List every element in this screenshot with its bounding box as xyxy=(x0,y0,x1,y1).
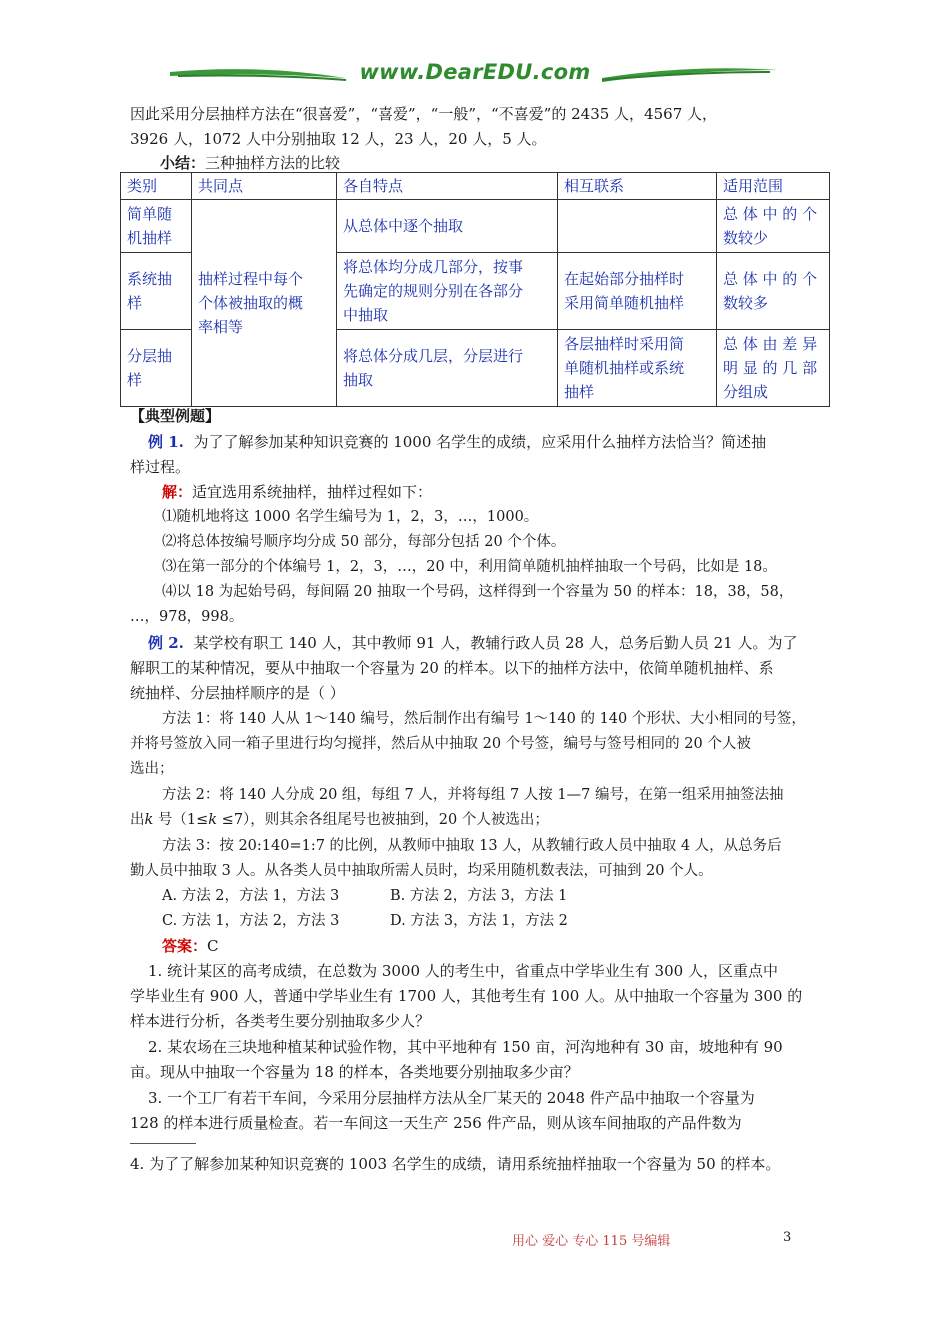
exercise-2-line-2: 亩。现从中抽取一个容量为 18 的样本，各类地要分别抽取多少亩？ xyxy=(130,1063,579,1081)
option-a: A. 方法 2，方法 1，方法 3 xyxy=(162,888,340,904)
relation-cell xyxy=(558,200,717,253)
ex1-line-1: 例 1. 为了了解参加某种知识竞赛的 1000 名学生的成绩，应采用什么抽样方法恰当？简述抽 xyxy=(148,433,767,451)
summary-label: 小结： xyxy=(160,154,206,172)
method1-line-2: 并将号签放入同一箱子里进行均匀搅拌，然后从中抽取 20 个号签，编号与签号相同的 20 个人被 xyxy=(130,736,751,752)
scope-cell: 总 体 中 的 个 数较多 xyxy=(717,253,830,330)
ex1-step-3: ⑶在第一部分的个体编号 1，2，3，…，20 中，利用简单随机抽样抽取一个号码，比如是 18。 xyxy=(162,559,777,575)
solution-label: 解： xyxy=(162,483,193,501)
option-b: B. 方法 2，方法 3，方法 1 xyxy=(390,888,568,904)
comparison-table xyxy=(120,172,830,407)
header-relation: 相互联系 xyxy=(558,173,717,200)
exercise-3-line-1: 3. 一个工厂有若干车间，今采用分层抽样方法从全厂某天的 2048 件产品中抽取一个容量为 xyxy=(148,1089,755,1107)
method3-line-1: 方法 3：按 20:140=1:7 的比例，从教师中抽取 13 人，从教辅行政人员中抽取 4 人，从总务后 xyxy=(162,838,782,854)
relation-cell: 各层抽样时采用简 单随机抽样或系统 抽样 xyxy=(558,330,717,407)
feature-cell: 将总体分成几层，分层进行 抽取 xyxy=(337,330,558,407)
method2-line-1: 方法 2：将 140 人分成 20 组，每组 7 人，并将每组 7 人按 1—7 编号，在第一组采用抽签法抽 xyxy=(162,787,784,803)
exercise-1-line-3: 样本进行分析，各类考生要分别抽取多少人？ xyxy=(130,1012,431,1030)
ex2-answer: 答案：C xyxy=(162,937,219,955)
header-scope: 适用范围 xyxy=(717,173,830,200)
ex1-solution: 解：适宜选用系统抽样，抽样过程如下： xyxy=(162,483,433,501)
scope-cell: 总 体 中 的 个 数较少 xyxy=(717,200,830,253)
ex2-label: 例 2. xyxy=(148,634,184,652)
category-cell: 简单随 机抽样 xyxy=(121,200,192,253)
ex1-step-4: ⑷以 18 为起始号码，每间隔 20 抽取一个号码，这样得到一个容量为 50 的样本：18，38，58， xyxy=(162,584,794,600)
exercise-2-line-1: 2. 某农场在三块地种植某种试验作物，其中平地种有 150 亩，河沟地种有 30 亩，坡地种有 90 xyxy=(148,1038,783,1056)
summary-text: 三种抽样方法的比较 xyxy=(205,154,341,172)
header-category: 类别 xyxy=(121,173,192,200)
table-header-row xyxy=(121,173,830,200)
ex2-line-3: 统抽样、分层抽样顺序的是（ ） xyxy=(130,684,345,702)
header-common: 共同点 xyxy=(192,173,337,200)
ex1-line-2: 样过程。 xyxy=(130,458,191,476)
ex2-line-2: 解职工的某种情况，要从中抽取一个容量为 20 的样本。以下的抽样方法中，依简单随机抽样、系 xyxy=(130,659,774,677)
exercise-4-line-1: 4. 为了了解参加某种知识竞赛的 1003 名学生的成绩，请用系统抽样抽取一个容量为 50 的样本。 xyxy=(130,1155,781,1173)
exercise-1-line-1: 1. 统计某区的高考成绩，在总数为 3000 人的考生中，省重点中学毕业生有 300 人，区重点中 xyxy=(148,962,778,980)
exercise-1-line-2: 学毕业生有 900 人，普通中学毕业生有 1700 人，其他考生有 100 人。从中抽取一个容量为 300 的 xyxy=(130,987,803,1005)
method2-line-2: 出k 号（1≤k ≤7），则其余各组尾号也被抽到，20 个人被选出； xyxy=(130,812,549,828)
ex1-step-1: ⑴随机地将这 1000 名学生编号为 1，2，3，…，1000。 xyxy=(162,509,539,525)
intro-line-2: 3926 人，1072 人中分别抽取 12 人，23 人，20 人，5 人。 xyxy=(130,130,547,148)
category-cell: 分层抽 样 xyxy=(121,330,192,407)
ex1-step-2: ⑵将总体按编号顺序均分成 50 部分，每部分包括 20 个个体。 xyxy=(162,534,566,550)
scope-cell: 总 体 由 差 异 明 显 的 几 部 分组成 xyxy=(717,330,830,407)
method1-line-3: 选出； xyxy=(130,761,174,777)
option-c: C. 方法 1，方法 2，方法 3 xyxy=(162,913,340,929)
footer-text: 用心 爱心 专心 115 号编辑 xyxy=(512,1234,671,1249)
header-swoosh-right xyxy=(600,62,780,88)
answer-label: 答案： xyxy=(162,937,208,955)
method3-line-2: 勤人员中抽取 3 人。从各类人员中抽取所需人员时，均采用随机数表法，可抽到 20 个人。 xyxy=(130,863,713,879)
header-swoosh-left xyxy=(168,62,348,88)
answer-blank-line xyxy=(130,1143,196,1144)
relation-cell: 在起始部分抽样时 采用简单随机抽样 xyxy=(558,253,717,330)
page-number: 3 xyxy=(783,1230,792,1245)
ex2-line-1: 例 2. 某学校有职工 140 人，其中教师 91 人，教辅行政人员 28 人，总务后勤人员 21 人。为了 xyxy=(148,634,798,652)
intro-line-1: 因此采用分层抽样方法在“很喜爱”，“喜爱”，“一般”，“不喜爱”的 2435 人，4567 人， xyxy=(130,105,718,123)
common-cell: 抽样过程中每个 个体被抽取的概 率相等 xyxy=(192,200,337,407)
category-cell: 系统抽 样 xyxy=(121,253,192,330)
header-feature: 各自特点 xyxy=(337,173,558,200)
option-d: D. 方法 3，方法 1，方法 2 xyxy=(390,913,568,929)
site-logo-text: www.DearEDU.com xyxy=(359,60,591,84)
feature-cell: 从总体中逐个抽取 xyxy=(337,200,558,253)
ex1-label: 例 1. xyxy=(148,433,184,451)
examples-heading: 【典型例题】 xyxy=(130,407,221,425)
table-row xyxy=(121,200,830,253)
method1-line-1: 方法 1：将 140 人从 1～140 编号，然后制作出有编号 1～140 的 140 个形状、大小相同的号签， xyxy=(162,711,806,727)
exercise-3-line-2: 128 的样本进行质量检查。若一车间这一天生产 256 件产品，则从该车间抽取的产品件数为 xyxy=(130,1114,742,1132)
ex1-step-4-cont: …，978，998。 xyxy=(130,609,244,625)
feature-cell: 将总体均分成几部分，按事 先确定的规则分别在各部分 中抽取 xyxy=(337,253,558,330)
